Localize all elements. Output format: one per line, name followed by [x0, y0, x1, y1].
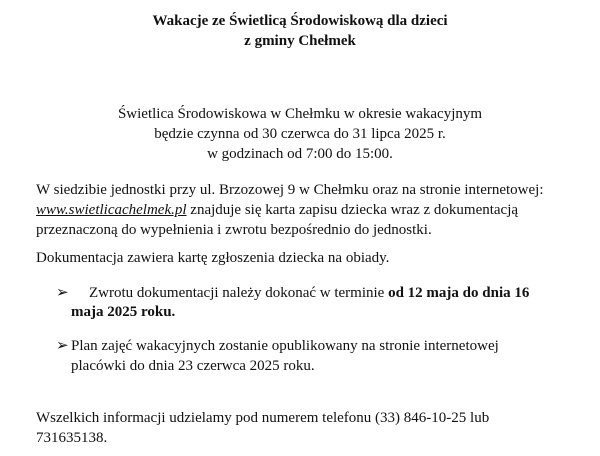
- registration-line-2-rest: znajduje się karta zapisu dziecka wraz z dokumentacją: [186, 202, 519, 218]
- bullet-2-line-2: placówki do dnia 23 czerwca 2025 roku.: [71, 358, 315, 374]
- contact-line-1: Wszelkich informacji udzielamy pod numerem telefonu (33) 846-10-25 lub: [36, 410, 490, 426]
- bullet-1-plain: Zwrotu dokumentacji należy dokonać w terminie: [89, 285, 389, 301]
- registration-line-3: przeznaczoną do wypełnienia i zwrotu bezpośrednio do jednostki.: [36, 222, 432, 238]
- registration-line-1: W siedzibie jednostki przy ul. Brzozowej 9 w Chełmku oraz na stronie internetowej:: [36, 182, 544, 198]
- intro-line-2: będzie czynna od 30 czerwca do 31 lipca 2025 r.: [154, 126, 446, 142]
- bullet-1-bold-dates: od 12 maja do dnia 16: [388, 285, 530, 301]
- bullet-1-line-2: maja 2025 roku.: [71, 304, 176, 320]
- bullet-1-line-1: [89, 283, 529, 303]
- bullet-2-line-1: Plan zajęć wakacyjnych zostanie opublikowany na stronie internetowej: [71, 338, 499, 354]
- intro-line-3: w godzinach od 7:00 do 15:00.: [207, 146, 393, 162]
- website-link[interactable]: www.swietlicachelmek.pl: [36, 202, 187, 218]
- arrow-bullet-icon: ➢: [56, 338, 69, 354]
- document-title-line-1: Wakacje ze Świetlicą Środowiskową dla dzieci: [152, 13, 448, 29]
- intro-line-1: Świetlica Środowiskowa w Chełmku w okresie wakacyjnym: [117, 106, 483, 122]
- registration-line-2: [36, 200, 584, 220]
- arrow-bullet-icon: ➢: [56, 285, 69, 301]
- contact-line-2: 731635138.: [36, 430, 108, 446]
- document-title-line-2: z gminy Chełmek: [244, 33, 356, 49]
- documentation-note: Dokumentacja zawiera kartę zgłoszenia dziecka na obiady.: [36, 250, 390, 266]
